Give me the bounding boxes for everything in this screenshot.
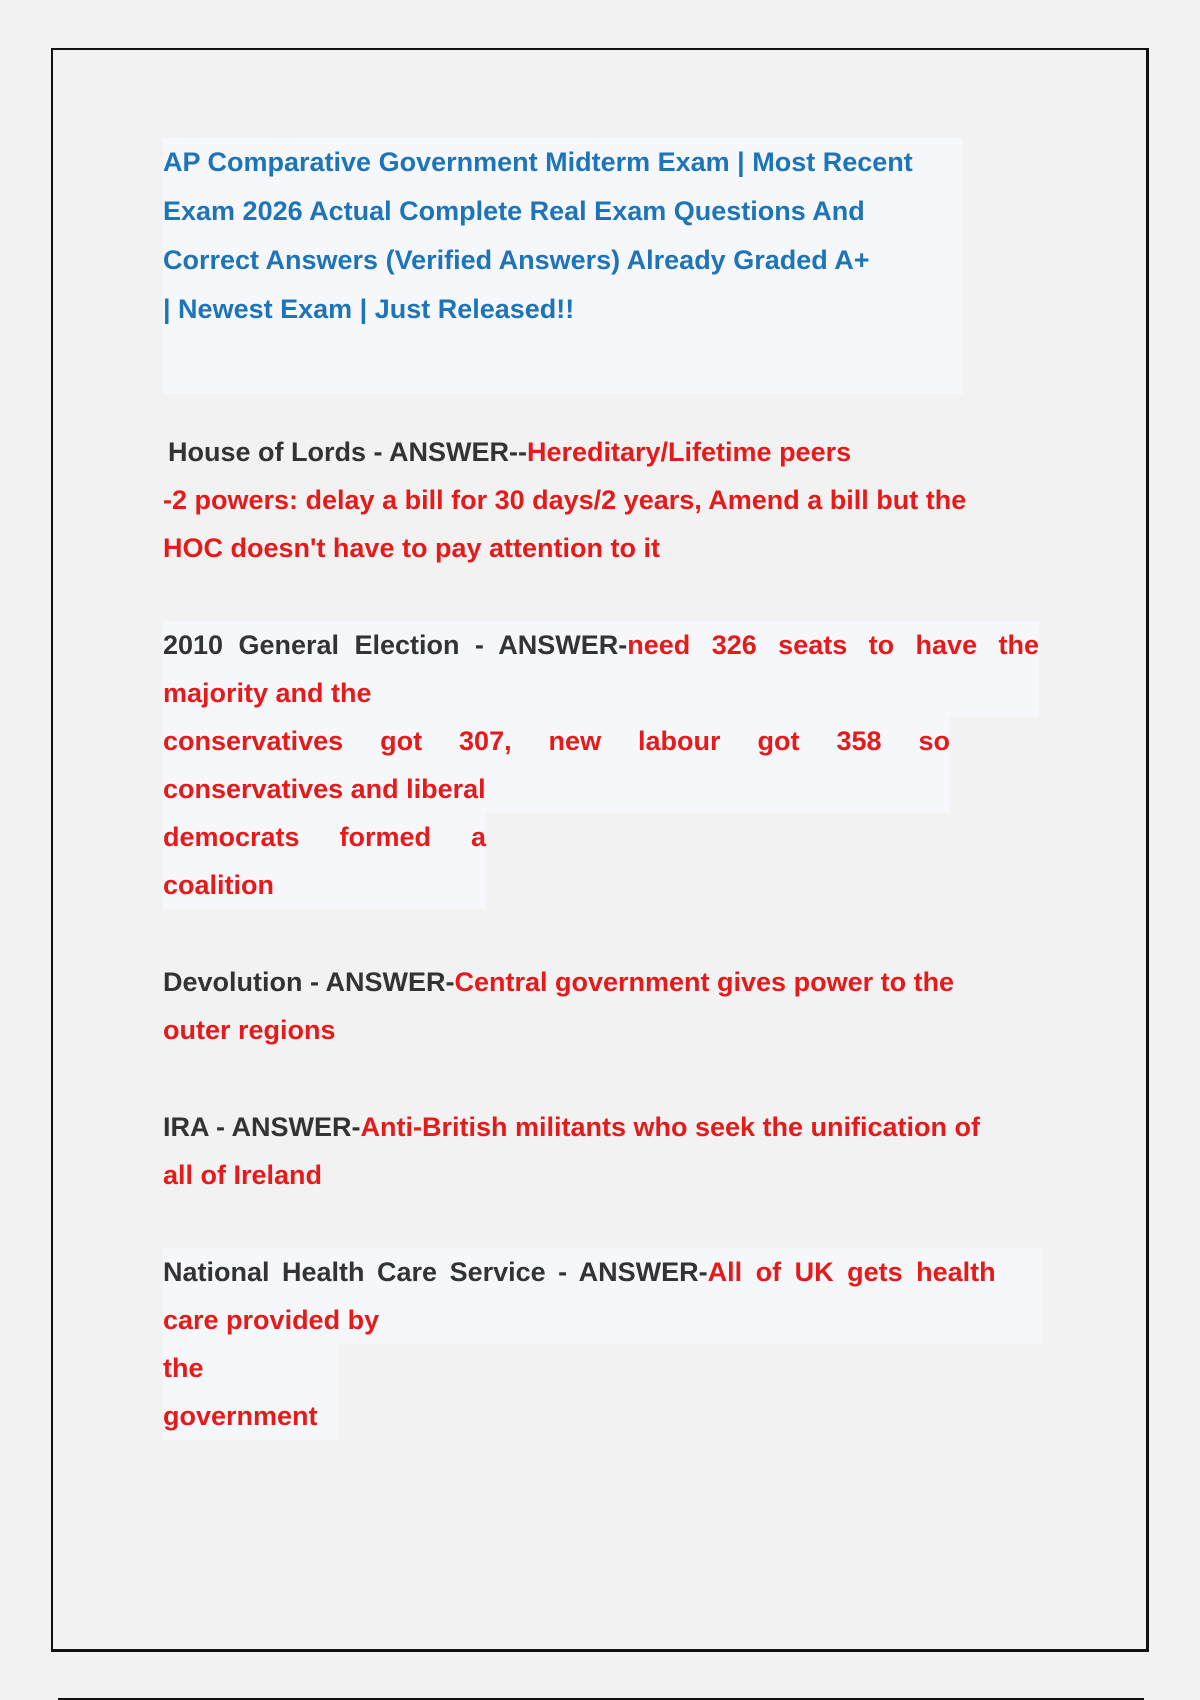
entry-term: Devolution - ANSWER- bbox=[163, 967, 455, 997]
title-line: | Newest Exam | Just Released!! bbox=[163, 294, 575, 324]
document-content bbox=[163, 138, 1063, 1440]
title-line: Exam 2026 Actual Complete Real Exam Questions And bbox=[163, 196, 865, 226]
entry-answer: care provided by bbox=[163, 1305, 380, 1335]
entry-term: IRA - ANSWER- bbox=[163, 1112, 361, 1142]
entry-answer: HOC doesn't have to pay attention to it bbox=[163, 533, 660, 563]
entry-answer: need 326 seats to have the bbox=[627, 630, 1040, 660]
qa-entry-devolution bbox=[163, 958, 1063, 1054]
entry-answer: Central government gives power to the bbox=[454, 967, 955, 997]
entry-answer: -2 powers: delay a bill for 30 days/2 years, Amend a bill but the bbox=[163, 485, 967, 515]
entry-term: House of Lords - ANSWER-- bbox=[168, 437, 527, 467]
entry-answer: all of Ireland bbox=[163, 1160, 323, 1190]
title-block bbox=[163, 138, 963, 394]
entry-answer: conservatives and liberal bbox=[163, 774, 486, 804]
qa-entry-ira bbox=[163, 1103, 1063, 1199]
entry-answer: the bbox=[163, 1353, 204, 1383]
entry-answer: government bbox=[163, 1401, 318, 1431]
entry-answer: coalition bbox=[163, 870, 275, 900]
entry-answer: majority and the bbox=[163, 678, 372, 708]
title-line: AP Comparative Government Midterm Exam | Most Recent bbox=[163, 147, 913, 177]
entry-answer: All of UK gets health bbox=[707, 1257, 996, 1287]
qa-entry-house-of-lords bbox=[163, 428, 1063, 572]
entry-answer: Anti-British militants who seek the unification of bbox=[360, 1112, 981, 1142]
document-title bbox=[163, 138, 963, 334]
entry-term: National Health Care Service - ANSWER- bbox=[163, 1257, 708, 1287]
entry-answer: Hereditary/Lifetime peers bbox=[526, 437, 852, 467]
entry-answer: conservatives got 307, new labour got 358 so bbox=[163, 726, 950, 756]
title-line: Correct Answers (Verified Answers) Already Graded A+ bbox=[163, 245, 870, 275]
entry-term: 2010 General Election - ANSWER- bbox=[163, 630, 628, 660]
qa-entry-national-health-care-service bbox=[163, 1248, 1063, 1440]
entry-answer: outer regions bbox=[163, 1015, 336, 1045]
entry-answer: democrats formed a bbox=[163, 822, 486, 852]
qa-entry-2010-general-election bbox=[163, 621, 1063, 909]
